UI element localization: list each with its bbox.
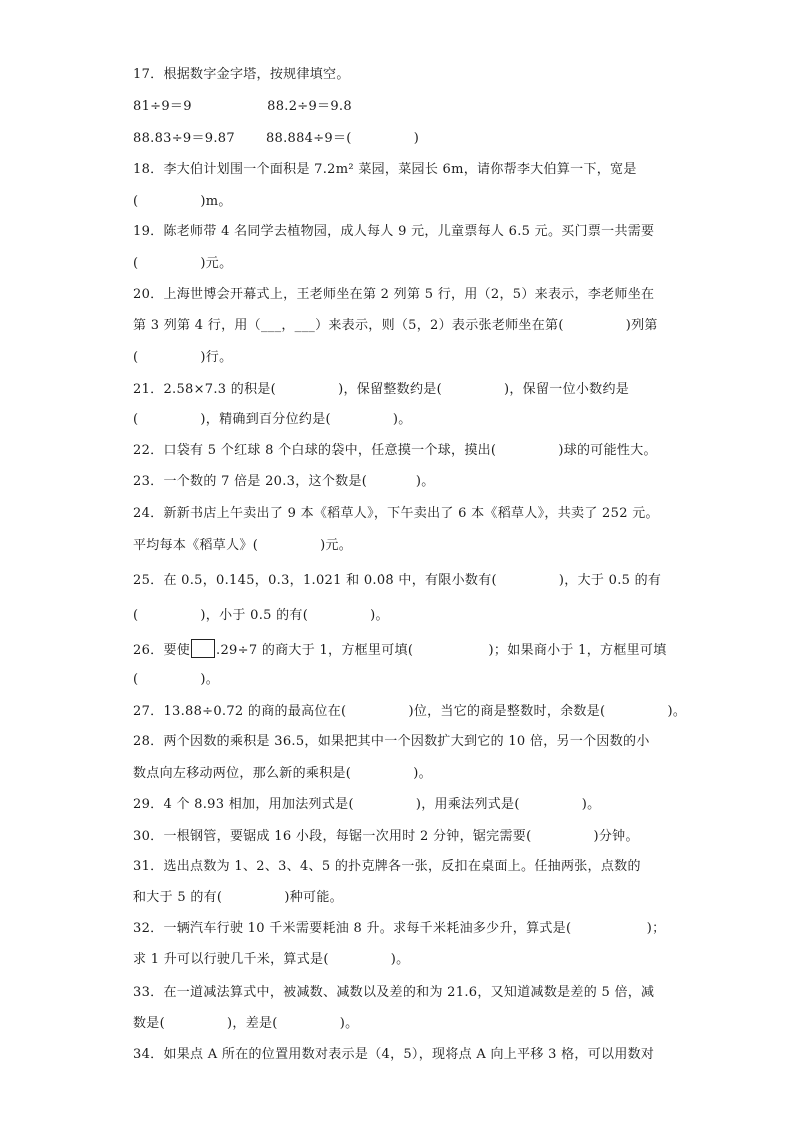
q33-line-2: 数是( )，差是( )。 — [133, 1016, 359, 1031]
q20-line-2: 第 3 列第 4 行，用（___，___）来表示，则（5，2）表示张老师坐在第( )列第 — [133, 318, 658, 333]
q20-line-1: 20．上海世博会开幕式上，王老师坐在第 2 列第 5 行，用（2，5）来表示，李老师坐在 — [133, 287, 655, 302]
q33-line-1: 33．在一道减法算式中，被减数、减数以及差的和为 21.6，又知道减数是差的 5 倍，减 — [133, 985, 655, 1000]
q34-line-1: 34．如果点 A 所在的位置用数对表示是（4，5），现将点 A 向上平移 3 格，可以用数对 — [133, 1047, 655, 1062]
q28-line-2: 数点向左移动两位，那么新的乘积是( )。 — [133, 766, 432, 781]
answer-box — [191, 639, 215, 658]
q23-line: 23．一个数的 7 倍是 20.3，这个数是( )。 — [133, 474, 435, 489]
q25-line-2: ( )，小于 0.5 的有( )。 — [133, 608, 389, 623]
q21-line-1: 21．2.58×7.3 的积是( )，保留整数约是( )，保留一位小数约是 — [133, 382, 630, 397]
q24-line-1: 24．新新书店上午卖出了 9 本《稻草人》，下午卖出了 6 本《稻草人》，共卖了 252 元。 — [133, 506, 659, 521]
q18-line-2: ( )m。 — [133, 194, 232, 209]
q26-prefix: 26．要使 — [133, 643, 191, 658]
q26-line-2: ( )。 — [133, 672, 220, 687]
q21-line-2: ( )，精确到百分位约是( )。 — [133, 412, 412, 427]
q28-line-1: 28．两个因数的乘积是 36.5，如果把其中一个因数扩大到它的 10 倍，另一个因数的小 — [133, 734, 650, 749]
q17-row-2: 88.83÷9＝9.87 88.884÷9＝( ) — [133, 131, 420, 146]
q31-line-2: 和大于 5 的有( )种可能。 — [133, 890, 343, 905]
q19-line-1: 19．陈老师带 4 名同学去植物园，成人每人 9 元，儿童票每人 6.5 元。买门票一共需要 — [133, 224, 655, 239]
q24-line-2: 平均每本《稻草人》( )元。 — [133, 538, 353, 553]
q32-line-2: 求 1 升可以行驶几千米，算式是( )。 — [133, 952, 410, 967]
q22-line: 22．口袋有 5 个红球 8 个白球的袋中，任意摸一个球，摸出( )球的可能性大。 — [133, 443, 657, 458]
q31-line-1: 31．选出点数为 1、2、3、4、5 的扑克牌各一张，反扣在桌面上。任抽两张，点数的 — [133, 859, 641, 874]
q30-line: 30．一根钢管，要锯成 16 小段，每锯一次用时 2 分钟，锯完需要( )分钟。 — [133, 829, 639, 844]
q17-row-1: 81÷9＝9 88.2÷9＝9.8 — [133, 99, 352, 114]
q25-line-1: 25．在 0.5，0.145，0.3，1.021 和 0.0̇8̇ 中，有限小数有( )，大于 0.5 的有 — [133, 573, 662, 588]
q18-line-1: 18．李大伯计划围一个面积是 7.2m² 菜园，菜园长 6m，请你帮李大伯算一下，宽是 — [133, 162, 637, 177]
q17-title: 17．根据数字金字塔，按规律填空。 — [133, 67, 350, 82]
q29-line: 29．4 个 8.93 相加，用加法列式是( )，用乘法列式是( )。 — [133, 797, 601, 812]
q32-line-1: 32．一辆汽车行驶 10 千米需要耗油 8 升。求每千米耗油多少升，算式是( )； — [133, 921, 666, 936]
q26-line-1 — [133, 639, 667, 660]
q27-line: 27．13.88÷0.72 的商的最高位在( )位，当它的商是整数时，余数是( )。 — [133, 704, 687, 719]
q20-line-3: ( )行。 — [133, 350, 233, 365]
q26-suffix: .29÷7 的商大于 1，方框里可填( )；如果商小于 1，方框里可填 — [216, 643, 667, 658]
q19-line-2: ( )元。 — [133, 256, 233, 271]
